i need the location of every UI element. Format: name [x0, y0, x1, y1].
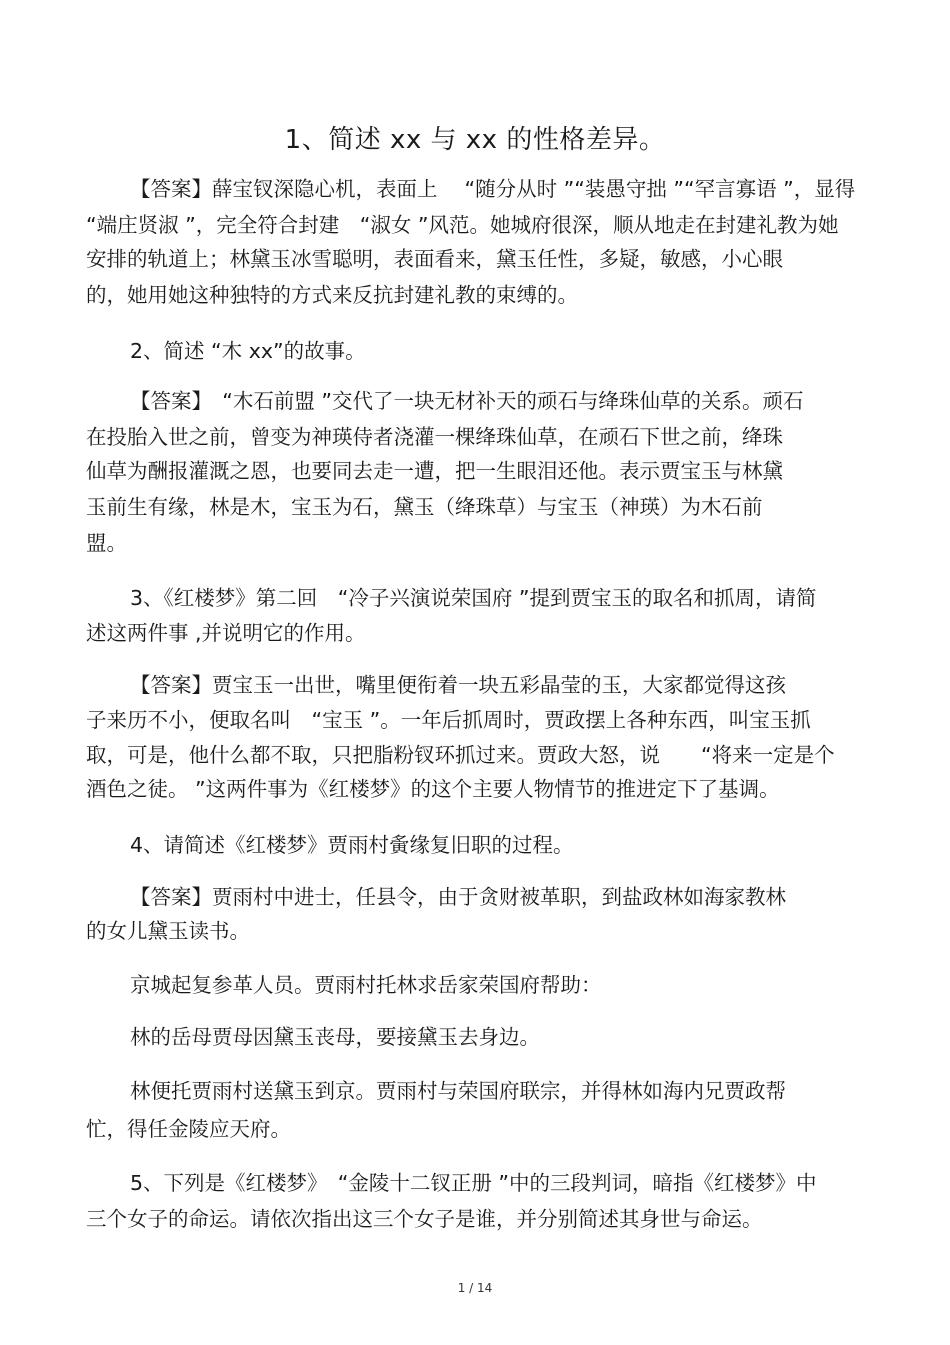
text-line: 林便托贾雨村送黛玉到京。贾雨村与荣国府联宗，并得林如海内兄贾政帮	[130, 1079, 786, 1103]
text-line: 的女儿黛玉读书。	[86, 919, 250, 943]
page-title: 1、简述 xx 与 xx 的性格差异。	[284, 125, 666, 155]
text-line: 【答案】贾宝玉一出世，嘴里便衔着一块五彩晶莹的玉，大家都觉得这孩	[130, 673, 786, 697]
text-line: 【答案】贾雨村中进士，任县令，由于贪财被革职，到盐政林如海家教林	[130, 885, 786, 909]
text-line: 盟。	[86, 531, 127, 555]
text-line: 京城起复参革人员。贾雨村托林求岳家荣国府帮助：	[130, 973, 602, 997]
text-line: 取，可是，他什么都不取，只把脂粉钗环抓过来。贾政大怒，说 “将来一定是个	[86, 743, 835, 767]
text-line: 【答案】薛宝钗深隐心机，表面上 “随分从时 ”“装愚守拙 ”“罕言寡语 ”，显得	[130, 177, 856, 201]
text-line: 林的岳母贾母因黛玉丧母，要接黛玉去身边。	[130, 1025, 540, 1049]
text-line: 仙草为酬报灌溉之恩，也要同去走一遭，把一生眼泪还他。表示贾宝玉与林黛	[86, 459, 783, 483]
text-line: “端庄贤淑 ”，完全符合封建 “淑女 ”风范。她城府很深，顺从地走在封建礼教为她	[86, 213, 839, 237]
question-line: 5、下列是《红楼梦》 “金陵十二钗正册 ”中的三段判词，暗指《红楼梦》中	[130, 1171, 817, 1195]
text-line: 安排的轨道上；林黛玉冰雪聪明，表面看来，黛玉任性，多疑，敏感，小心眼	[86, 247, 783, 271]
question-line: 3、《红楼梦》第二回 “冷子兴演说荣国府 ”提到贾宝玉的取名和抓周，请简	[130, 586, 817, 610]
question-line: 2、简述 “木 xx”的故事。	[130, 339, 366, 363]
text-line: 玉前生有缘，林是木，宝玉为石，黛玉（绛珠草）与宝玉（神瑛）为木石前	[86, 495, 763, 519]
question-line: 三个女子的命运。请依次指出这三个女子是谁，并分别简述其身世与命运。	[86, 1207, 763, 1231]
text-line: 酒色之徒。 ”这两件事为《红楼梦》的这个主要人物情节的推进定下了基调。	[86, 777, 780, 801]
page-number: 1 / 14	[457, 1281, 493, 1295]
text-line: 在投胎入世之前，曾变为神瑛侍者浇灌一棵绛珠仙草，在顽石下世之前，绛珠	[86, 425, 783, 449]
question-line: 4、请简述《红楼梦》贾雨村夤缘复旧职的过程。	[130, 833, 574, 857]
question-line: 述这两件事 ,并说明它的作用。	[86, 621, 366, 645]
text-line: 的，她用她这种独特的方式来反抗封建礼教的束缚的。	[86, 283, 578, 307]
text-line: 忙，得任金陵应天府。	[86, 1117, 291, 1141]
text-line: 【答案】 “木石前盟 ”交代了一块无材补天的顽石与绛珠仙草的关系。顽石	[130, 389, 804, 413]
text-line: 子来历不小，便取名叫 “宝玉 ”。一年后抓周时，贾政摆上各种东西，叫宝玉抓	[86, 708, 811, 732]
